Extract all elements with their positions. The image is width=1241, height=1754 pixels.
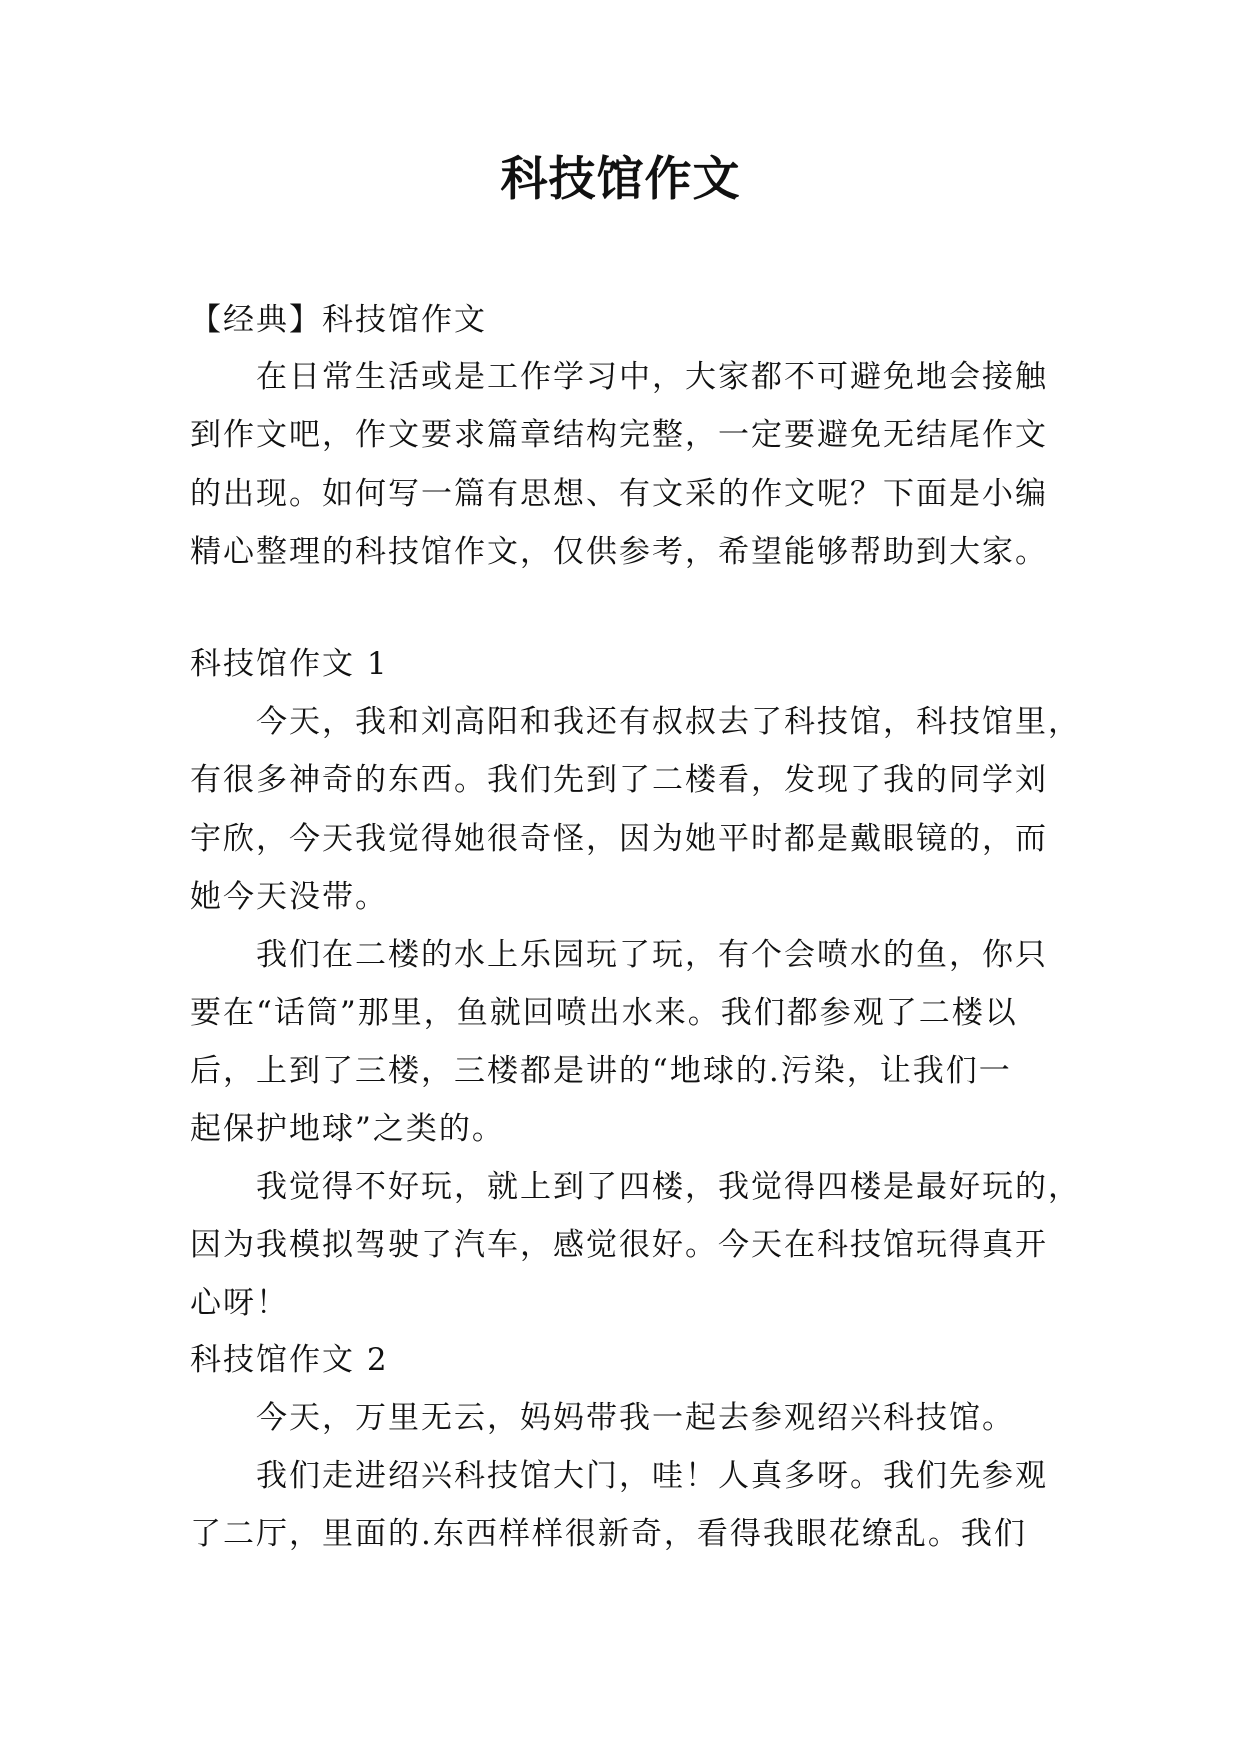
essay-1-paragraph-line: 有很多神奇的东西。我们先到了二楼看，发现了我的同学刘 [190,762,1048,798]
essay-1-paragraph-line: 起保护地球”之类的。 [190,1111,505,1147]
essay-1-paragraph-line: 宇欣，今天我觉得她很奇怪，因为她平时都是戴眼镜的，而 [190,821,1048,857]
essay-2-heading: 科技馆作文 2 [190,1342,389,1378]
intro-line: 在日常生活或是工作学习中，大家都不可避免地会接触 [256,359,1048,395]
essay-1-paragraph-line: 今天，我和刘高阳和我还有叔叔去了科技馆，科技馆里， [256,704,1081,740]
intro-line: 到作文吧，作文要求篇章结构完整，一定要避免无结尾作文 [190,417,1048,453]
essay-1-paragraph-line: 要在“话筒”那里，鱼就回喷出水来。我们都参观了二楼以 [190,995,1018,1031]
intro-line: 精心整理的科技馆作文，仅供参考，希望能够帮助到大家。 [190,534,1048,570]
intro-line: 的出现。如何写一篇有思想、有文采的作文呢？下面是小编 [190,476,1048,512]
document-subtitle: 【经典】科技馆作文 [190,302,487,338]
essay-1-heading: 科技馆作文 1 [190,646,389,682]
essay-1-paragraph-line: 我们在二楼的水上乐园玩了玩，有个会喷水的鱼，你只 [256,937,1048,973]
essay-1-paragraph-line: 后，上到了三楼，三楼都是讲的“地球的.污染，让我们一 [190,1053,1012,1089]
essay-2-paragraph-line: 了二厅，里面的.东西样样很新奇，看得我眼花缭乱。我们 [190,1516,1027,1552]
essay-1-paragraph-line: 因为我模拟驾驶了汽车，感觉很好。今天在科技馆玩得真开 [190,1227,1048,1263]
essay-1-paragraph-line: 她今天没带。 [190,879,388,915]
essay-2-paragraph-line: 我们走进绍兴科技馆大门，哇！人真多呀。我们先参观 [256,1458,1048,1494]
document-title: 科技馆作文 [500,152,741,207]
essay-2-paragraph-line: 今天，万里无云，妈妈带我一起去参观绍兴科技馆。 [256,1400,1015,1436]
essay-1-paragraph-line: 心呀！ [190,1285,289,1321]
essay-1-paragraph-line: 我觉得不好玩，就上到了四楼，我觉得四楼是最好玩的， [256,1169,1081,1205]
